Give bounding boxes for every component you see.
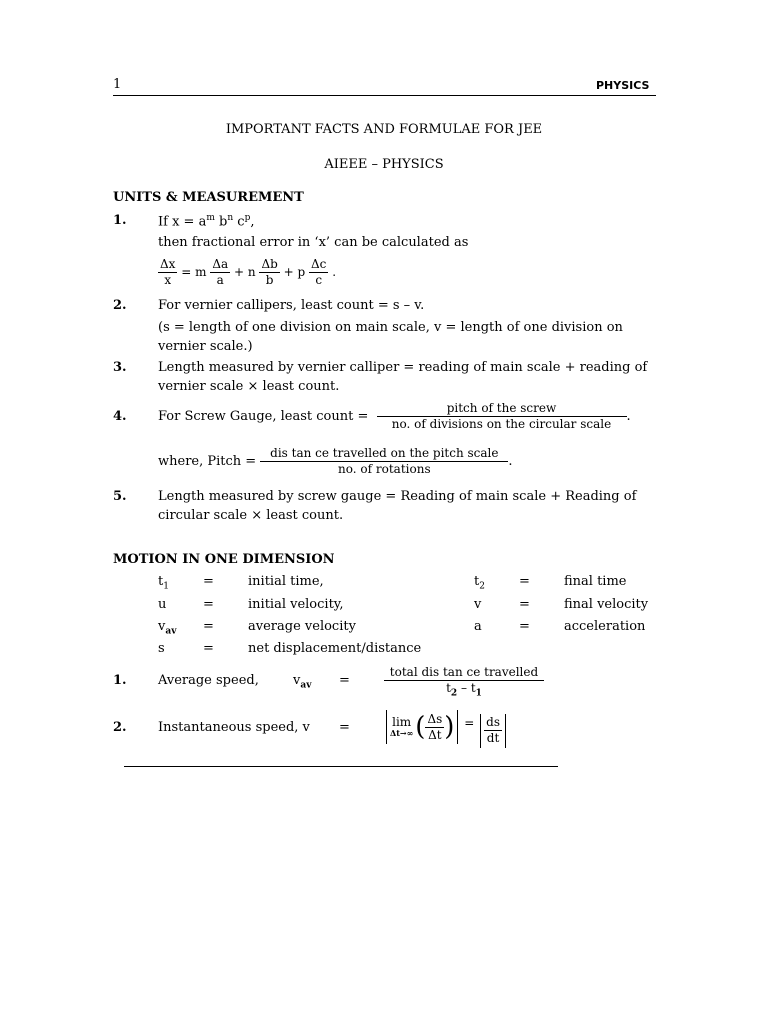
fractional-error-formula: $\frac{\Delta x}{x}$ = m $\frac{\Delta a}{a}$ + n $\frac{\Delta b}{b}$ + p $\frac{\Delta c}{c}$ . [160,257,337,287]
def-equals: = [203,619,214,634]
def-symbol: u [158,597,167,612]
def-equals: = [519,574,530,589]
def-description: net displacement/distance [248,641,422,656]
item-number: 3. [113,360,127,375]
def-equals: = [519,597,530,612]
def-description: final velocity [564,597,649,612]
item-number: 5. [113,489,127,504]
instantaneous-speed-formula: lim Δt→∞ ( $\frac{\Delta s}{\Delta t}$ ) = $\frac{ds}{dt}$ [386,710,506,748]
def-symbol: $t_1$ [158,574,169,592]
item-text: Average speed, [158,673,259,688]
item-text: circular scale × least count. [158,508,344,523]
equals-sign: = [339,720,350,735]
def-symbol: v [474,597,482,612]
def-description: acceleration [564,619,646,634]
def-equals: = [203,574,214,589]
section-heading-motion: MOTION IN ONE DIMENSION [113,552,335,567]
def-equals: = [519,619,530,634]
page-number: 1 [113,77,122,92]
header-subject: PHYSICS [596,79,650,92]
item-text: For vernier callipers, least count = s – v. [158,298,425,313]
item-number: 1. [113,673,127,688]
def-equals: = [203,597,214,612]
item-text: If $x = a^m$ $b^n$ $c^p$, [158,213,255,230]
section-heading-units: UNITS & MEASUREMENT [113,190,304,205]
item-text: Instantaneous speed, v [158,720,310,735]
def-description: final time [564,574,627,589]
item-text: then fractional error in ‘x’ can be calculated as [158,235,469,250]
def-symbol: a [474,619,482,634]
pitch-formula: where, Pitch = $\frac{\text{dis tan ce travelled on the pitch scale}}{\text{no. of rotations}}$ . [158,446,513,476]
def-description: initial velocity, [248,597,344,612]
def-description: average velocity [248,619,356,634]
item-text: Length measured by vernier calliper = reading of main scale + reading of [158,360,648,375]
def-symbol: $v_{av}$ [293,673,312,691]
item-number: 4. [113,409,127,424]
def-symbol: $t_2$ [474,574,485,592]
average-speed-formula: $\frac{\text{total dis tan ce travelled}}{t_2 - t_1}$ [384,665,544,701]
page-title: IMPORTANT FACTS AND FORMULAE FOR JEE [225,122,543,137]
bottom-rule [124,766,558,767]
item-number: 2. [113,720,127,735]
def-symbol: $v_{av}$ [158,619,177,637]
def-symbol: s [158,641,165,656]
def-equals: = [203,641,214,656]
page-subtitle: AIEEE – PHYSICS [324,157,444,172]
item-text: (s = length of one division on main scale, v = length of one division on [158,320,623,335]
def-description: initial time, [248,574,324,589]
item-text: vernier scale × least count. [158,379,340,394]
item-text: Length measured by screw gauge = Reading of main scale + Reading of [158,489,637,504]
equals-sign: = [339,673,350,688]
screw-gauge-formula: For Screw Gauge, least count = $\frac{\text{pitch of the screw}}{\text{no. of divisions on the circular scale}}$ . [158,401,631,431]
item-number: 1. [113,213,127,228]
item-text: vernier scale.) [158,339,253,354]
header-rule [113,95,656,96]
item-number: 2. [113,298,127,313]
